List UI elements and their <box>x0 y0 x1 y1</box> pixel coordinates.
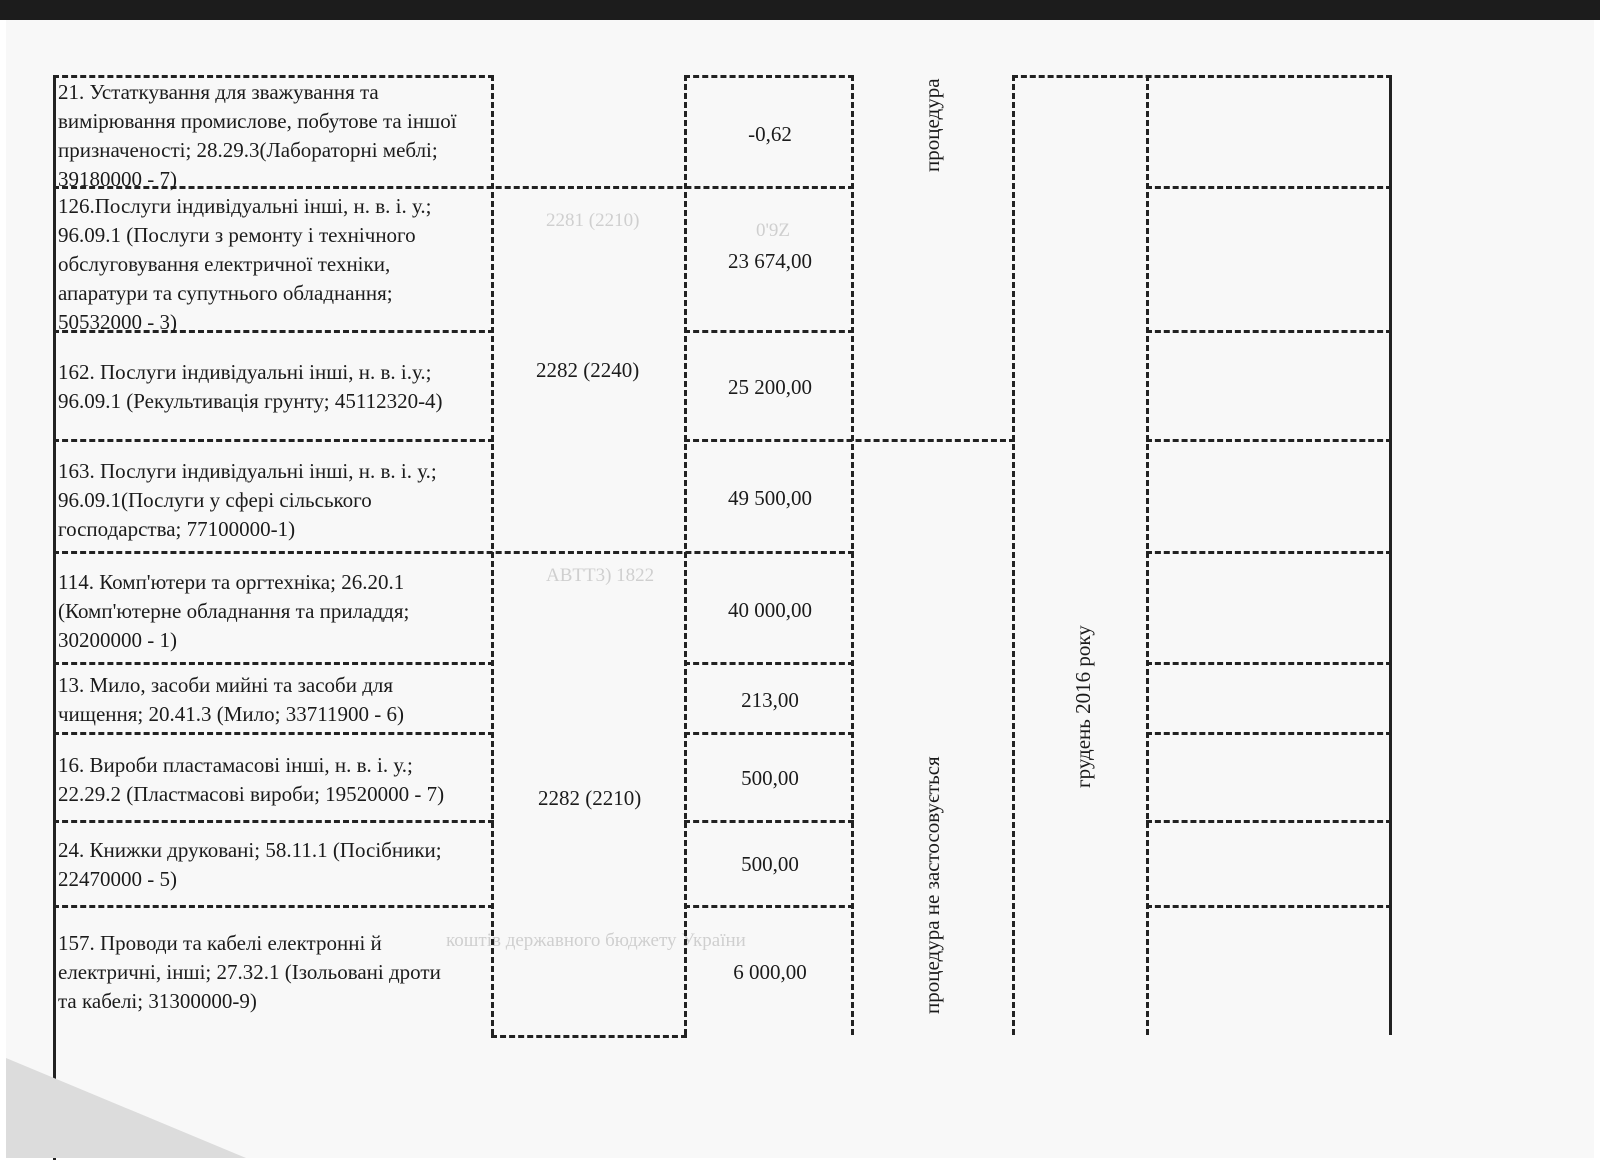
item-line: призначеності; 28.29.3(Лабораторні меблі; <box>58 138 438 162</box>
row-separator <box>684 905 854 908</box>
item-line: 126.Послуги індивідуальні інші, н. в. і. у.; <box>58 194 432 218</box>
procedure-label-bottom: процедура не застосовується <box>920 756 944 1014</box>
item-line: 13. Мило, засоби мийні та засоби для <box>58 673 394 697</box>
table-bottom-border <box>491 1035 687 1038</box>
budget-code: 2282 (2240) <box>536 358 640 382</box>
row-separator <box>684 820 854 823</box>
row-separator <box>53 905 494 908</box>
item-line: 157. Проводи та кабелі електронні й <box>58 931 382 955</box>
item-amount: 25 200,00 <box>728 375 812 399</box>
item-line: (Комп'ютерне обладнання та приладдя; <box>58 599 410 623</box>
row-separator <box>684 330 854 333</box>
item-line: 21. Устаткування для зважування та <box>58 80 379 104</box>
row-separator <box>684 75 854 78</box>
row-separator <box>1146 732 1392 735</box>
budget-code: 2282 (2210) <box>538 786 642 810</box>
item-amount: 49 500,00 <box>728 486 812 510</box>
item-line: 22470000 - 5) <box>58 867 177 891</box>
item-line: 163. Послуги індивідуальні інші, н. в. і. у.; <box>58 459 437 483</box>
table-border-left <box>53 75 56 1160</box>
row-separator <box>1146 662 1392 665</box>
item-line: 22.29.2 (Пластмасові вироби; 19520000 - 7) <box>58 782 445 806</box>
item-line: електричні, інші; 27.32.1 (Ізольовані дроти <box>58 960 441 984</box>
item-description <box>58 751 444 809</box>
row-separator <box>1146 330 1392 333</box>
item-description <box>58 929 441 1016</box>
procedure-label-top: процедура <box>920 78 944 172</box>
row-separator <box>53 439 494 442</box>
row-separator <box>53 732 494 735</box>
item-line: та кабелі; 31300000-9) <box>58 989 257 1013</box>
item-line: 162. Послуги індивідуальні інші, н. в. і.у.; <box>58 360 432 384</box>
item-line: чищення; 20.41.3 (Мило; 33711900 - 6) <box>58 702 404 726</box>
item-description <box>58 192 431 337</box>
row-separator <box>684 732 854 735</box>
item-line: 39180000 - 7) <box>58 167 177 191</box>
row-separator <box>1146 551 1392 554</box>
item-line: 30200000 - 1) <box>58 628 177 652</box>
item-line: обслуговування електричної техніки, <box>58 252 391 276</box>
row-separator <box>53 662 494 665</box>
table-divider <box>491 75 494 1035</box>
item-amount: -0,62 <box>748 122 792 146</box>
item-description <box>58 358 443 416</box>
item-line: 16. Вироби пластамасові інші, н. в. і. у.; <box>58 753 413 777</box>
item-line: 114. Комп'ютери та оргтехніка; 26.20.1 <box>58 570 405 594</box>
period-label: грудень 2016 року <box>1071 625 1095 788</box>
row-separator <box>1146 905 1392 908</box>
item-amount: 500,00 <box>741 766 799 790</box>
row-separator <box>53 551 854 554</box>
item-line: апаратури та супутнього обладнання; <box>58 281 393 305</box>
bleed-through-text: 2281 (2210) <box>546 210 640 231</box>
item-line: 96.09.1(Послуги у сфері сільського <box>58 488 372 512</box>
item-amount: 500,00 <box>741 852 799 876</box>
row-separator <box>1146 186 1392 189</box>
bleed-through-text: ABTT3) 1822 <box>546 565 655 586</box>
table-divider <box>1146 75 1149 1035</box>
item-description <box>58 457 437 544</box>
item-amount: 6 000,00 <box>733 960 807 984</box>
row-separator <box>684 439 1015 442</box>
item-amount: 213,00 <box>741 688 799 712</box>
item-description <box>58 671 404 729</box>
item-line: господарства; 77100000-1) <box>58 517 296 541</box>
document-page <box>6 20 1594 1158</box>
table-divider <box>851 75 854 1035</box>
row-separator <box>1012 75 1392 78</box>
item-description <box>58 568 409 655</box>
table-border-right <box>1389 75 1392 1035</box>
bleed-through-text: 0'9Z <box>756 220 791 241</box>
scan-top-edge <box>0 0 1600 20</box>
item-amount: 23 674,00 <box>728 249 812 273</box>
item-line: 96.09.1 (Послуги з ремонту і технічного <box>58 223 416 247</box>
row-separator <box>1146 820 1392 823</box>
item-line: 50532000 - 3) <box>58 310 177 334</box>
table-divider <box>1012 75 1015 1035</box>
item-amount: 40 000,00 <box>728 598 812 622</box>
table-divider <box>684 75 687 1035</box>
page-corner-fold <box>6 1058 246 1158</box>
item-line: 24. Книжки друковані; 58.11.1 (Посібники; <box>58 838 442 862</box>
item-description <box>58 836 442 894</box>
item-line: 96.09.1 (Рекультивація грунту; 45112320-4) <box>58 389 443 413</box>
item-line: вимірювання промислове, побутове та іншої <box>58 109 457 133</box>
row-separator <box>53 820 494 823</box>
bleed-through-text: коштів державного бюджету України <box>446 930 746 951</box>
item-description <box>58 78 457 194</box>
row-separator <box>684 662 854 665</box>
row-separator <box>1146 439 1392 442</box>
